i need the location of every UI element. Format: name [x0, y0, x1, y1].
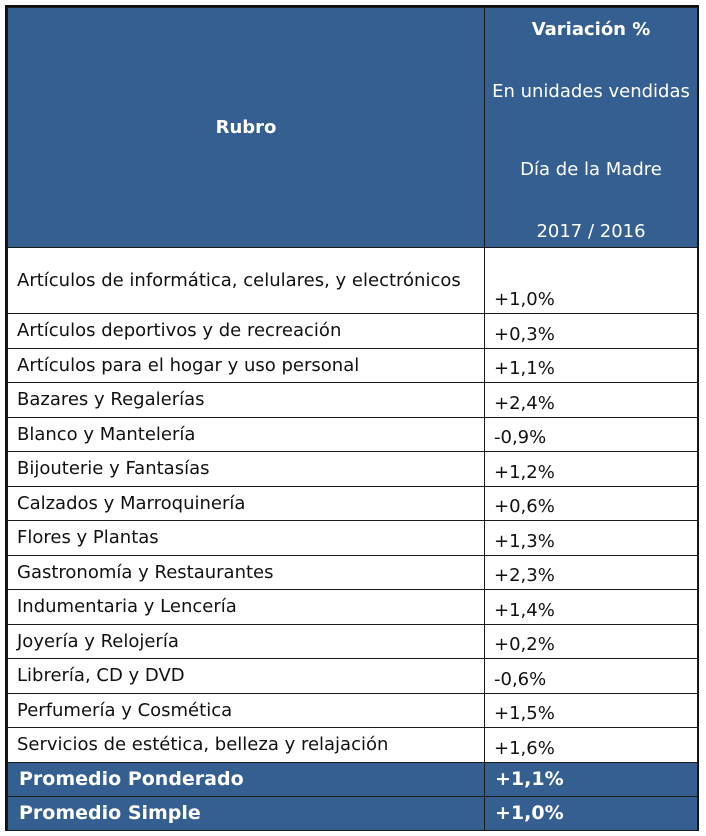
header-units: En unidades vendidas [492, 80, 690, 102]
table-row [8, 590, 698, 625]
table-row [8, 693, 698, 728]
variacion-cell: +0,3% [485, 314, 698, 349]
variacion-cell: +0,2% [485, 624, 698, 659]
summary-value: +1,1% [485, 762, 698, 796]
variacion-cell: +1,1% [485, 348, 698, 383]
variacion-cell: +1,2% [485, 452, 698, 487]
rubro-cell: Artículos de informática, celulares, y electrónicos [8, 248, 485, 314]
variacion-cell: +1,5% [485, 693, 698, 728]
rubro-cell: Artículos para el hogar y uso personal [8, 348, 485, 383]
table-row [8, 521, 698, 556]
rubro-cell: Calzados y Marroquinería [8, 486, 485, 521]
variacion-cell: +1,0% [485, 248, 698, 314]
table-frame [5, 5, 699, 831]
summary-label: Promedio Ponderado [8, 762, 485, 796]
rubro-cell: Servicios de estética, belleza y relajación [8, 728, 485, 763]
summary-row-simple [8, 796, 698, 830]
variacion-cell: +1,3% [485, 521, 698, 556]
rubro-cell: Gastronomía y Restaurantes [8, 555, 485, 590]
rubro-cell: Joyería y Relojería [8, 624, 485, 659]
table-row [8, 486, 698, 521]
header-rubro: Rubro [8, 8, 485, 248]
header-event: Día de la Madre [520, 158, 662, 180]
summary-label: Promedio Simple [8, 796, 485, 830]
rubro-cell: Flores y Plantas [8, 521, 485, 556]
rubro-cell: Bazares y Regalerías [8, 383, 485, 418]
variacion-cell: +2,3% [485, 555, 698, 590]
rubro-cell: Artículos deportivos y de recreación [8, 314, 485, 349]
table-row [8, 417, 698, 452]
variacion-cell: +2,4% [485, 383, 698, 418]
header-variacion [485, 8, 698, 248]
table-row [8, 248, 698, 314]
header-row [8, 8, 698, 248]
variacion-cell: +0,6% [485, 486, 698, 521]
summary-row-ponderado [8, 762, 698, 796]
rubro-cell: Blanco y Mantelería [8, 417, 485, 452]
header-variacion-title: Variación % [531, 18, 651, 40]
header-period: 2017 / 2016 [536, 220, 646, 242]
table-row [8, 659, 698, 694]
table-row [8, 728, 698, 763]
rubro-cell: Bijouterie y Fantasías [8, 452, 485, 487]
summary-value: +1,0% [485, 796, 698, 830]
table-row [8, 348, 698, 383]
table-row [8, 383, 698, 418]
variacion-cell: +1,4% [485, 590, 698, 625]
table-row [8, 452, 698, 487]
variacion-cell: -0,9% [485, 417, 698, 452]
variacion-cell: +1,6% [485, 728, 698, 763]
rubro-cell: Perfumería y Cosmética [8, 693, 485, 728]
variacion-cell: -0,6% [485, 659, 698, 694]
rubro-cell: Indumentaria y Lencería [8, 590, 485, 625]
rubro-cell: Librería, CD y DVD [8, 659, 485, 694]
table-row [8, 314, 698, 349]
table-row [8, 555, 698, 590]
data-table [7, 7, 698, 831]
table-row [8, 624, 698, 659]
